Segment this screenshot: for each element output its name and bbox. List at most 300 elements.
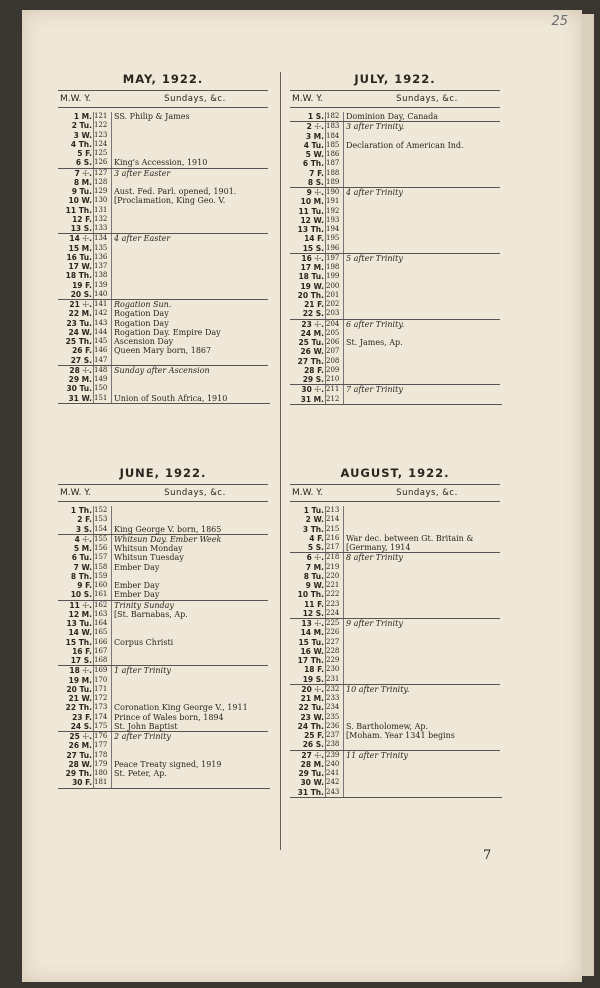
- year-day: 150: [94, 384, 108, 393]
- year-day: 197: [326, 253, 340, 262]
- year-day: 130: [94, 196, 108, 205]
- day-label: 5 M.: [73, 544, 92, 553]
- day-row: [290, 760, 500, 769]
- day-note: 1 after Trinity: [114, 666, 171, 676]
- day-row: [290, 357, 500, 366]
- day-row: [290, 234, 500, 243]
- year-day: 213: [326, 506, 340, 514]
- day-label: 13 S.: [70, 224, 92, 233]
- day-row: [58, 253, 268, 262]
- day-row: [290, 628, 500, 637]
- month-title: AUGUST, 1922.: [340, 466, 450, 480]
- day-row: [290, 515, 500, 524]
- day-row: [58, 346, 268, 355]
- year-day: 127: [94, 168, 108, 177]
- day-row: [290, 121, 500, 131]
- day-note: Corpus Christi: [114, 637, 174, 647]
- column-divider: [280, 72, 281, 850]
- day-note: Union of South Africa, 1910: [114, 393, 228, 403]
- day-label: 19 S.: [302, 674, 324, 684]
- year-day: 233: [326, 694, 340, 702]
- day-label: 12 F.: [72, 214, 92, 224]
- day-label: 20 ☩.: [301, 684, 324, 694]
- year-day: 129: [94, 187, 108, 195]
- day-row: [58, 619, 268, 628]
- bottom-rule: [58, 788, 270, 789]
- day-row: [290, 740, 500, 749]
- day-label: 5 F.: [77, 149, 92, 158]
- day-row: [58, 121, 268, 130]
- year-day: 218: [326, 553, 340, 562]
- day-row: [58, 328, 268, 337]
- day-label: 22 Th.: [65, 703, 92, 713]
- year-day: 180: [94, 769, 108, 777]
- day-row: [58, 600, 268, 610]
- day-label: 31 M.: [300, 394, 324, 404]
- year-day: 238: [326, 740, 340, 749]
- day-row: [290, 609, 500, 618]
- day-label: 2 F.: [77, 515, 92, 525]
- year-day: 165: [94, 628, 108, 637]
- year-day: 242: [326, 778, 340, 787]
- day-note: [Germany, 1914: [346, 543, 411, 552]
- day-label: 27 Tu.: [66, 750, 92, 760]
- day-note: Prince of Wales born, 1894: [114, 712, 224, 722]
- year-day: 226: [326, 628, 340, 637]
- day-row: [290, 216, 500, 225]
- day-label: 20 S.: [70, 289, 92, 299]
- year-day: 186: [326, 150, 340, 158]
- day-row: [290, 291, 500, 300]
- day-row: [290, 563, 500, 572]
- day-note: 4 after Trinity: [346, 188, 403, 197]
- day-row: [58, 299, 268, 309]
- day-row: [290, 647, 500, 656]
- year-day: 121: [94, 112, 108, 120]
- day-label: 10 M.: [300, 197, 324, 207]
- year-day: 170: [94, 675, 108, 684]
- year-day: 196: [326, 243, 340, 252]
- day-label: 14 M.: [300, 628, 324, 638]
- year-day: 155: [94, 534, 108, 543]
- day-label: 4 ☩.: [74, 534, 92, 544]
- day-note: 11 after Trinity: [346, 750, 408, 760]
- year-day: 232: [326, 684, 340, 693]
- year-day: 243: [326, 787, 340, 796]
- year-day: 175: [94, 721, 108, 730]
- day-row: [58, 356, 268, 365]
- day-label: 26 M.: [68, 741, 92, 751]
- year-day: 223: [326, 599, 340, 608]
- day-row: [290, 347, 500, 356]
- year-day: 199: [326, 272, 340, 281]
- year-day: 172: [94, 694, 108, 702]
- day-row: [290, 150, 500, 159]
- day-row: [290, 300, 500, 309]
- year-day: 159: [94, 571, 108, 580]
- year-day: 133: [94, 224, 108, 232]
- day-note: Ember Day: [114, 581, 160, 590]
- day-row: [290, 618, 500, 628]
- year-day: 126: [94, 158, 108, 167]
- sundays-header: Sundays, &c.: [396, 488, 458, 498]
- day-row: [58, 233, 268, 243]
- day-list: [58, 112, 268, 403]
- day-label: 13 Tu.: [66, 619, 92, 628]
- year-day: 173: [94, 703, 108, 712]
- day-label: 1 M.: [73, 112, 92, 121]
- day-row: [290, 366, 500, 375]
- day-label: 11 Th.: [65, 205, 92, 215]
- year-day: 221: [326, 581, 340, 589]
- year-day: 169: [94, 666, 108, 675]
- year-day: 189: [326, 177, 340, 186]
- day-row: [58, 394, 268, 403]
- day-note: Whitsun Monday: [114, 544, 183, 553]
- year-day: 138: [94, 271, 108, 280]
- day-label: 15 Th.: [65, 637, 92, 647]
- day-label: 5 S.: [307, 543, 324, 552]
- year-day: 128: [94, 177, 108, 186]
- year-day: 229: [326, 656, 340, 664]
- year-day: 151: [94, 393, 108, 402]
- year-day: 225: [326, 619, 340, 627]
- day-label: 18 F.: [304, 665, 324, 675]
- day-label: 9 ☩.: [306, 188, 324, 197]
- day-row: [58, 553, 268, 562]
- year-day: 210: [326, 375, 340, 383]
- day-row: [58, 534, 268, 544]
- day-label: 15 M.: [68, 243, 92, 253]
- column-header: [290, 90, 500, 108]
- year-day: 153: [94, 515, 108, 524]
- day-label: 4 F.: [309, 533, 324, 543]
- day-row: [290, 244, 500, 253]
- day-label: 19 F.: [72, 280, 92, 290]
- day-label: 27 Th.: [297, 356, 324, 366]
- day-row: [58, 365, 268, 375]
- year-day: 228: [326, 646, 340, 655]
- day-label: 25 F.: [304, 731, 324, 740]
- year-day: 122: [94, 121, 108, 130]
- year-day: 158: [94, 562, 108, 571]
- day-row: [58, 112, 268, 121]
- day-row: [58, 206, 268, 215]
- day-row: [58, 731, 268, 741]
- day-label: 6 S.: [75, 158, 92, 168]
- day-row: [290, 375, 500, 384]
- day-list: [290, 112, 500, 404]
- day-row: [58, 572, 268, 581]
- day-label: 24 Th.: [297, 721, 324, 731]
- month-title: JULY, 1922.: [354, 72, 436, 86]
- year-day: 205: [326, 328, 340, 337]
- day-label: 8 S.: [307, 177, 324, 187]
- day-row: [290, 750, 500, 760]
- day-row: [58, 722, 268, 731]
- day-label: 8 M.: [73, 177, 92, 187]
- day-label: 7 M.: [305, 562, 324, 572]
- day-row: [58, 647, 268, 656]
- day-row: [290, 572, 500, 581]
- day-label: 7 W.: [73, 562, 92, 572]
- day-label: 29 Th.: [65, 769, 92, 778]
- day-row: [58, 290, 268, 299]
- day-label: 1 Th.: [70, 506, 92, 515]
- day-label: 25 ☩.: [69, 732, 92, 741]
- day-label: 21 W.: [68, 694, 92, 703]
- day-label: 3 Th.: [302, 524, 324, 534]
- year-day: 174: [94, 712, 108, 721]
- day-row: [58, 131, 268, 140]
- day-row: [290, 552, 500, 562]
- month-may: [58, 72, 268, 404]
- year-day: 212: [326, 394, 340, 403]
- day-label: 3 W.: [73, 130, 92, 140]
- year-day: 145: [94, 337, 108, 345]
- day-row: [58, 610, 268, 619]
- day-row: [290, 778, 500, 787]
- day-note: St. Peter, Ap.: [114, 769, 167, 778]
- mwy-header: M.W. Y.: [60, 94, 91, 104]
- day-label: 26 F.: [72, 346, 92, 356]
- day-note: 7 after Trinity: [346, 385, 403, 395]
- year-day: 162: [94, 600, 108, 609]
- year-day: 136: [94, 252, 108, 261]
- day-row: [290, 581, 500, 590]
- year-day: 166: [94, 637, 108, 646]
- year-day: 200: [326, 281, 340, 290]
- day-label: 18 ☩.: [69, 666, 92, 676]
- day-label: 28 ☩.: [69, 365, 92, 375]
- day-list: [290, 506, 500, 797]
- day-note: [St. Barnabas, Ap.: [114, 609, 188, 619]
- day-row: [290, 197, 500, 206]
- day-label: 4 Tu.: [303, 140, 324, 150]
- year-day: 144: [94, 327, 108, 336]
- day-row: [290, 675, 500, 684]
- day-note: Rogation Day. Empire Day: [114, 327, 221, 337]
- day-label: 3 S.: [75, 524, 92, 534]
- day-row: [290, 395, 500, 404]
- day-label: 31 W.: [68, 393, 92, 403]
- day-label: 12 S.: [302, 608, 324, 618]
- year-day: 201: [326, 290, 340, 299]
- day-label: 30 Tu.: [66, 384, 92, 394]
- day-row: [58, 590, 268, 599]
- day-row: [290, 600, 500, 609]
- year-day: 235: [326, 712, 340, 721]
- day-note: War dec. between Gt. Britain &: [346, 533, 474, 543]
- day-note: St. James, Ap.: [346, 338, 403, 347]
- day-label: 29 M.: [68, 375, 92, 384]
- day-label: 9 Tu.: [71, 187, 92, 196]
- day-row: [58, 751, 268, 760]
- year-day: 157: [94, 553, 108, 562]
- year-day: 146: [94, 346, 108, 355]
- day-note: Ember Day: [114, 590, 160, 600]
- day-row: [58, 215, 268, 224]
- sundays-header: Sundays, &c.: [396, 94, 458, 104]
- year-day: 240: [326, 759, 340, 768]
- year-day: 215: [326, 524, 340, 533]
- day-label: 16 Tu.: [66, 252, 92, 262]
- year-day: 220: [326, 571, 340, 580]
- day-label: 10 Th.: [297, 590, 324, 600]
- year-day: 183: [326, 122, 340, 131]
- year-day: 222: [326, 590, 340, 599]
- day-row: [290, 506, 500, 515]
- day-label: 19 W.: [300, 281, 324, 291]
- day-label: 30 F.: [72, 778, 92, 788]
- day-label: 8 Tu.: [303, 571, 324, 581]
- bottom-rule: [290, 797, 502, 798]
- day-label: 18 Tu.: [298, 272, 324, 282]
- year-day: 179: [94, 759, 108, 768]
- year-day: 237: [326, 731, 340, 739]
- day-label: 6 Th.: [302, 159, 324, 169]
- day-row: [58, 544, 268, 553]
- day-row: [58, 158, 268, 167]
- day-note: S. Bartholomew, Ap.: [346, 721, 429, 731]
- day-label: 21 F.: [304, 300, 324, 309]
- day-row: [290, 207, 500, 216]
- day-label: 2 Tu.: [71, 121, 92, 131]
- day-label: 12 W.: [300, 215, 324, 225]
- day-label: 4 Th.: [70, 139, 92, 149]
- day-label: 7 ☩.: [74, 168, 92, 178]
- day-row: [58, 665, 268, 675]
- day-label: 8 Th.: [70, 571, 92, 581]
- day-row: [58, 760, 268, 769]
- page-edge: [582, 14, 594, 976]
- day-label: 28 W.: [68, 759, 92, 769]
- year-day: 182: [326, 112, 340, 120]
- day-label: 27 S.: [70, 355, 92, 365]
- year-day: 148: [94, 365, 108, 374]
- year-day: 134: [94, 234, 108, 243]
- day-label: 11 Tu.: [298, 206, 324, 216]
- day-row: [290, 656, 500, 665]
- day-row: [290, 638, 500, 647]
- bottom-rule: [58, 403, 270, 404]
- day-label: 11 ☩.: [69, 600, 92, 610]
- day-label: 21 M.: [300, 694, 324, 703]
- mwy-header: M.W. Y.: [292, 488, 323, 498]
- day-label: 17 Th.: [297, 656, 324, 665]
- year-day: 211: [326, 385, 340, 394]
- year-day: 124: [94, 139, 108, 148]
- day-label: 20 Th.: [297, 290, 324, 300]
- year-day: 224: [326, 608, 340, 617]
- day-note: 8 after Trinity: [346, 553, 403, 563]
- day-row: [290, 338, 500, 347]
- day-label: 24 S.: [70, 721, 92, 731]
- day-row: [58, 149, 268, 158]
- day-row: [58, 384, 268, 393]
- day-row: [290, 272, 500, 281]
- day-label: 22 M.: [68, 309, 92, 319]
- day-note: Rogation Day: [114, 309, 169, 319]
- day-label: 10 W.: [68, 196, 92, 206]
- day-label: 26 S.: [302, 740, 324, 750]
- column-header: [290, 484, 500, 502]
- year-day: 216: [326, 533, 340, 542]
- year-day: 227: [326, 637, 340, 646]
- day-label: 25 Tu.: [298, 338, 324, 347]
- year-day: 177: [94, 741, 108, 750]
- day-label: 14 F.: [304, 234, 324, 244]
- year-day: 139: [94, 280, 108, 289]
- day-note: Ascension Day: [114, 337, 174, 346]
- day-row: [290, 225, 500, 234]
- day-row: [58, 187, 268, 196]
- day-label: 20 Tu.: [66, 684, 92, 694]
- day-note: 6 after Trinity.: [346, 319, 405, 329]
- day-note: Dominion Day, Canada: [346, 112, 439, 121]
- year-day: 206: [326, 338, 340, 346]
- year-day: 132: [94, 214, 108, 223]
- year-day: 191: [326, 197, 340, 206]
- mwy-header: M.W. Y.: [292, 94, 323, 104]
- day-row: [58, 581, 268, 590]
- day-label: 11 F.: [304, 599, 324, 609]
- year-day: 209: [326, 365, 340, 374]
- year-day: 176: [94, 732, 108, 740]
- year-day: 125: [94, 149, 108, 157]
- year-day: 181: [94, 778, 108, 787]
- day-label: 9 W.: [305, 581, 324, 590]
- day-row: [290, 187, 500, 197]
- day-row: [290, 684, 500, 694]
- year-day: 185: [326, 140, 340, 149]
- day-row: [58, 685, 268, 694]
- day-row: [58, 309, 268, 318]
- month-august: [290, 466, 500, 798]
- year-day: 239: [326, 750, 340, 759]
- year-day: 236: [326, 721, 340, 730]
- day-note: Queen Mary born, 1867: [114, 346, 212, 356]
- year-day: 234: [326, 703, 340, 712]
- sundays-header: Sundays, &c.: [164, 94, 226, 104]
- day-label: 17 M.: [300, 263, 324, 272]
- day-label: 13 Th.: [297, 225, 324, 234]
- day-label: 24 W.: [68, 327, 92, 337]
- day-row: [290, 112, 500, 121]
- day-label: 25 Th.: [65, 337, 92, 346]
- day-row: [290, 543, 500, 552]
- day-row: [58, 224, 268, 233]
- year-day: 241: [326, 769, 340, 777]
- day-label: 30 ☩.: [301, 385, 324, 395]
- day-row: [58, 506, 268, 515]
- day-row: [290, 309, 500, 318]
- day-note: Rogation Day: [114, 318, 169, 328]
- day-note: 4 after Easter: [114, 234, 171, 244]
- year-day: 141: [94, 300, 108, 308]
- day-row: [58, 656, 268, 665]
- day-note: Ember Day: [114, 562, 160, 572]
- year-day: 192: [326, 206, 340, 215]
- day-label: 7 F.: [309, 168, 324, 178]
- year-day: 214: [326, 515, 340, 524]
- day-row: [58, 628, 268, 637]
- day-row: [290, 788, 500, 797]
- day-row: [58, 676, 268, 685]
- column-header: [58, 484, 268, 502]
- day-row: [58, 178, 268, 187]
- day-row: [58, 515, 268, 524]
